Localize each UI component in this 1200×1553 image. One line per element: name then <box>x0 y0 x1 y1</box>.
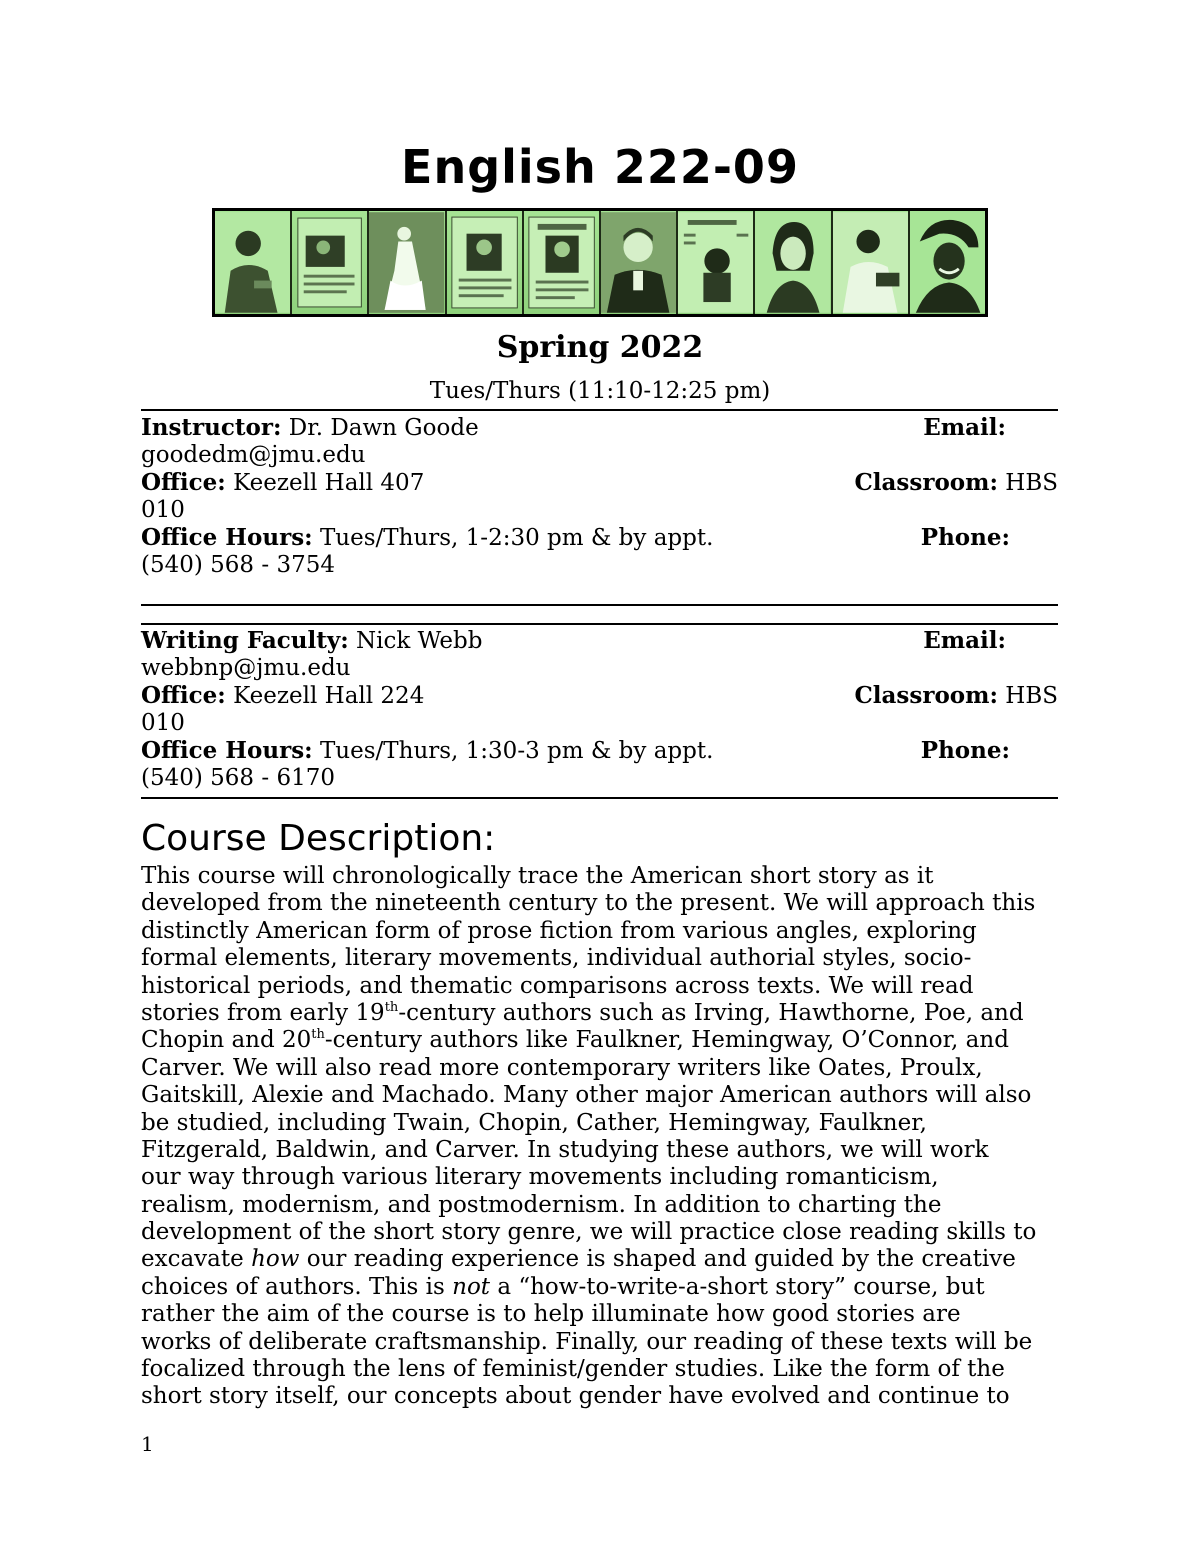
emphasis: not <box>452 1273 491 1300</box>
paragraph-line: works of deliberate craftsmanship. Finally, our reading of these texts will be <box>141 1328 1033 1355</box>
writing-faculty-info <box>141 627 1058 792</box>
paragraph-line: rather the aim of the course is to help illuminate how good stories are <box>141 1301 961 1328</box>
emphasis: how <box>251 1246 300 1273</box>
paragraph-line: distinctly American form of prose fiction from various angles, exploring <box>141 917 977 944</box>
paragraph-line: our way through various literary movements including romanticism, <box>141 1164 939 1191</box>
paragraph-line: realism, modernism, and postmodernism. In addition to charting the <box>141 1191 942 1218</box>
author-portrait-icon <box>755 211 832 314</box>
framed-portrait-icon <box>678 211 755 314</box>
instructor-label: Instructor: <box>141 414 282 441</box>
text-run: -century authors like Faulkner, Hemingway, O’Connor, and <box>324 1027 1009 1054</box>
divider <box>141 797 1058 799</box>
text-run: Chopin and 20 <box>141 1027 312 1054</box>
writing-faculty-office-label: Office: <box>141 682 226 709</box>
course-title: English 222-09 <box>401 140 799 194</box>
paragraph-line: Fitzgerald, Baldwin, and Carver. In studying these authors, we will work <box>141 1136 989 1163</box>
writing-faculty-phone: (540) 568 - 6170 <box>141 764 335 791</box>
instructor-hours: Tues/Thurs, 1-2:30 pm & by appt. <box>312 525 714 551</box>
writing-faculty-name: Nick Webb <box>348 628 483 654</box>
paragraph-line: This course will chronologically trace the American short story as it <box>141 863 934 889</box>
paragraph-line <box>141 1246 1061 1273</box>
writing-faculty-classroom-number: 010 <box>141 709 185 736</box>
instructor-office-label: Office: <box>141 469 226 496</box>
instructor-email-label: Email: <box>923 414 1006 441</box>
paragraph-line: Gaitskill, Alexie and Machado. Many other major American authors will also <box>141 1082 1032 1109</box>
text-run: choices of authors. This is <box>141 1273 453 1300</box>
paragraph-line: formal elements, literary movements, individual authorial styles, socio- <box>141 945 972 972</box>
text-run: a “how-to-write-a-short story” course, but <box>490 1273 985 1300</box>
semester-heading: Spring 2022 <box>496 330 704 365</box>
instructor-phone-label: Phone: <box>920 524 1010 551</box>
writing-faculty-label: Writing Faculty: <box>141 627 349 654</box>
page-number: 1 <box>141 1432 154 1456</box>
divider <box>141 604 1058 606</box>
instructor-hours-label: Office Hours: <box>141 524 313 551</box>
paragraph-line: developed from the nineteenth century to the present. We will approach this <box>141 890 1036 917</box>
paragraph-line <box>141 1027 1061 1054</box>
paragraph-line: historical periods, and thematic comparisons across texts. We will read <box>141 972 974 999</box>
writing-faculty-phone-label: Phone: <box>920 737 1010 764</box>
paragraph-line <box>141 1274 1061 1301</box>
instructor-classroom-number: 010 <box>141 496 185 523</box>
instructor-office: Keezell Hall 407 <box>225 470 425 496</box>
divider <box>141 623 1058 625</box>
author-portrait-icon <box>601 211 678 314</box>
writing-faculty-email[interactable]: webbnp@jmu.edu <box>141 654 351 681</box>
author-portrait-icon <box>910 211 985 314</box>
framed-portrait-icon <box>447 211 524 314</box>
author-portrait-icon <box>215 211 292 314</box>
writing-faculty-classroom: HBS <box>997 683 1058 709</box>
instructor-name: Dr. Dawn Goode <box>281 415 479 441</box>
paragraph-line: short story itself, our concepts about gender have evolved and continue to <box>141 1383 1010 1410</box>
text-run: -century authors such as Irving, Hawthorne, Poe, and <box>398 999 1024 1026</box>
author-portrait-icon <box>833 211 910 314</box>
instructor-email[interactable]: goodedm@jmu.edu <box>141 441 366 468</box>
ordinal-suffix: th <box>384 999 399 1015</box>
course-description-text <box>141 863 1061 1411</box>
paragraph-line: focalized through the lens of feminist/gender studies. Like the form of the <box>141 1356 1005 1383</box>
framed-portrait-icon <box>292 211 369 314</box>
instructor-info <box>141 414 1058 579</box>
paragraph-line: Carver. We will also read more contemporary writers like Oates, Proulx, <box>141 1054 983 1081</box>
ordinal-suffix: th <box>311 1027 325 1043</box>
writing-faculty-email-label: Email: <box>923 627 1006 654</box>
instructor-classroom-label: Classroom: <box>854 469 998 496</box>
divider <box>141 409 1058 411</box>
framed-portrait-icon <box>524 211 601 314</box>
writing-faculty-hours-label: Office Hours: <box>141 737 313 764</box>
paragraph-line: be studied, including Twain, Chopin, Cather, Hemingway, Faulkner, <box>141 1109 927 1136</box>
writing-faculty-classroom-label: Classroom: <box>854 682 998 709</box>
writing-faculty-office: Keezell Hall 224 <box>225 683 425 709</box>
standing-woman-icon <box>369 211 446 314</box>
paragraph-line <box>141 1000 1061 1027</box>
text-run: stories from early 19 <box>141 999 385 1026</box>
paragraph-line: development of the short story genre, we will practice close reading skills to <box>141 1219 1037 1246</box>
text-run: excavate <box>141 1246 252 1273</box>
course-description-heading: Course Description: <box>141 818 496 859</box>
writing-faculty-hours: Tues/Thurs, 1:30-3 pm & by appt. <box>312 738 714 764</box>
author-portrait-banner <box>212 208 988 317</box>
class-schedule: Tues/Thurs (11:10-12:25 pm) <box>429 378 771 404</box>
instructor-phone: (540) 568 - 3754 <box>141 551 335 578</box>
text-run: our reading experience is shaped and guided by the creative <box>299 1246 1016 1273</box>
instructor-classroom: HBS <box>997 470 1058 496</box>
